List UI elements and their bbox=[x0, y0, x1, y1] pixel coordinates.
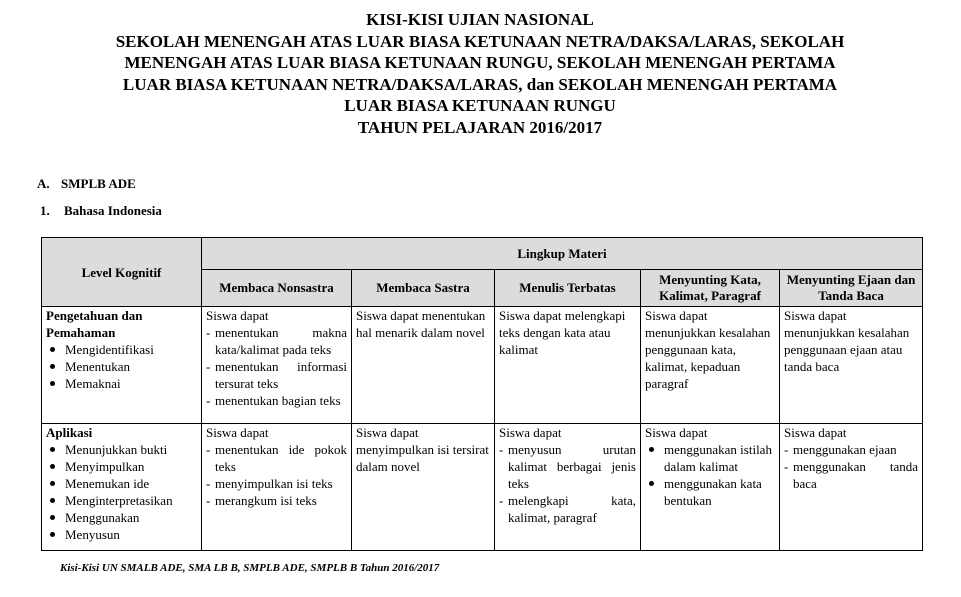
document-title bbox=[40, 9, 920, 138]
lingkup-materi-header: Lingkup Materi bbox=[202, 238, 923, 270]
membaca-sastra-cell: Siswa dapat menentukan hal menarik dalam novel bbox=[352, 307, 495, 424]
level-item: Memaknai bbox=[46, 375, 197, 392]
column-header-menyunting-ejaan: Menyunting Ejaan dan Tanda Baca bbox=[780, 270, 923, 307]
title-line: LUAR BIASA KETUNAAN NETRA/DAKSA/LARAS, dan SEKOLAH MENENGAH PERTAMA bbox=[122, 74, 838, 94]
menyunting-ejaan-cell: Siswa dapat menunjukkan kesalahan penggunaan ejaan atau tanda baca bbox=[780, 307, 923, 424]
column-header-membaca-nonsastra: Membaca Nonsastra bbox=[202, 270, 352, 307]
cell-intro: Siswa dapat bbox=[499, 425, 562, 440]
cell-intro: Siswa dapat bbox=[784, 425, 847, 440]
level-list bbox=[46, 441, 197, 543]
level-cell bbox=[42, 424, 202, 551]
indicator-item: - menentukan ide pokok teks bbox=[206, 441, 347, 475]
indicator-item: - menentukan makna kata/kalimat pada teks bbox=[206, 324, 347, 358]
kisi-kisi-table bbox=[41, 237, 923, 551]
subject-name: Bahasa Indonesia bbox=[64, 203, 162, 218]
menyunting-kata-cell: Siswa dapat menunjukkan kesalahan penggunaan kata, kalimat, kepaduan paragraf bbox=[641, 307, 780, 424]
level-item: Mengidentifikasi bbox=[46, 341, 197, 358]
title-line: MENENGAH ATAS LUAR BIASA KETUNAAN RUNGU, SEKOLAH MENENGAH PERTAMA bbox=[124, 53, 836, 72]
title-line: LUAR BIASA KETUNAAN RUNGU bbox=[344, 96, 616, 115]
indicator-item: - melengkapi kata, kalimat, paragraf bbox=[499, 492, 636, 526]
cell-intro: Siswa dapat bbox=[206, 425, 269, 440]
column-header-membaca-sastra: Membaca Sastra bbox=[352, 270, 495, 307]
cell-intro: Siswa dapat bbox=[206, 308, 269, 323]
title-line: SEKOLAH MENENGAH ATAS LUAR BIASA KETUNAAN NETRA/DAKSA/LARAS, SEKOLAH bbox=[115, 31, 845, 51]
column-header-menyunting-kata: Menyunting Kata, Kalimat, Paragraf bbox=[641, 270, 780, 307]
membaca-nonsastra-cell bbox=[202, 424, 352, 551]
level-item: Menunjukkan bukti bbox=[46, 441, 197, 458]
indicator-list bbox=[499, 441, 636, 526]
indicator-list bbox=[206, 324, 347, 409]
indicator-item: - menentukan bagian teks bbox=[206, 392, 347, 409]
column-header-menulis-terbatas: Menulis Terbatas bbox=[495, 270, 641, 307]
title-line: TAHUN PELAJARAN 2016/2017 bbox=[357, 117, 603, 137]
level-item: Menyimpulkan bbox=[46, 458, 197, 475]
subject-number: 1. bbox=[40, 203, 50, 218]
menyunting-ejaan-cell bbox=[780, 424, 923, 551]
table-row bbox=[42, 424, 923, 551]
level-item: Menginterpretasikan bbox=[46, 492, 197, 509]
level-title: Aplikasi bbox=[46, 425, 93, 440]
title-line: KISI-KISI UJIAN NASIONAL bbox=[366, 10, 594, 29]
indicator-item: - merangkum isi teks bbox=[206, 492, 347, 509]
indicator-item: - menentukan informasi tersurat teks bbox=[206, 358, 347, 392]
menulis-terbatas-cell: Siswa dapat melengkapi teks dengan kata atau kalimat bbox=[495, 307, 641, 424]
level-list bbox=[46, 341, 197, 392]
indicator-item: - menggunakan ejaan bbox=[784, 441, 918, 458]
level-item: Menyusun bbox=[46, 526, 197, 543]
indicator-list bbox=[645, 441, 775, 509]
level-title: Pengetahuan dan Pemahaman bbox=[46, 308, 143, 340]
menyunting-kata-cell bbox=[641, 424, 780, 551]
level-cell bbox=[42, 307, 202, 424]
subject-heading bbox=[40, 203, 162, 219]
level-kognitif-header: Level Kognitif bbox=[42, 238, 202, 307]
level-item: Menentukan bbox=[46, 358, 197, 375]
section-heading bbox=[37, 176, 136, 192]
table-row bbox=[42, 307, 923, 424]
indicator-list bbox=[784, 441, 918, 492]
indicator-item: - menyusun urutan kalimat berbagai jenis teks bbox=[499, 441, 636, 492]
section-name: SMPLB ADE bbox=[61, 176, 136, 191]
level-item: Menggunakan bbox=[46, 509, 197, 526]
page-footer: Kisi-Kisi UN SMALB ADE, SMA LB B, SMPLB ADE, SMPLB B Tahun 2016/2017 bbox=[60, 562, 440, 574]
indicator-item: menggunakan kata bentukan bbox=[645, 475, 775, 509]
membaca-nonsastra-cell bbox=[202, 307, 352, 424]
indicator-item: - menyimpulkan isi teks bbox=[206, 475, 347, 492]
indicator-item: menggunakan istilah dalam kalimat bbox=[645, 441, 775, 475]
membaca-sastra-cell: Siswa dapat menyimpulkan isi tersirat dalam novel bbox=[352, 424, 495, 551]
section-letter: A. bbox=[37, 176, 50, 191]
cell-intro: Siswa dapat bbox=[645, 425, 708, 440]
indicator-list bbox=[206, 441, 347, 509]
level-item: Menemukan ide bbox=[46, 475, 197, 492]
menulis-terbatas-cell bbox=[495, 424, 641, 551]
indicator-item: - menggunakan tanda baca bbox=[784, 458, 918, 492]
